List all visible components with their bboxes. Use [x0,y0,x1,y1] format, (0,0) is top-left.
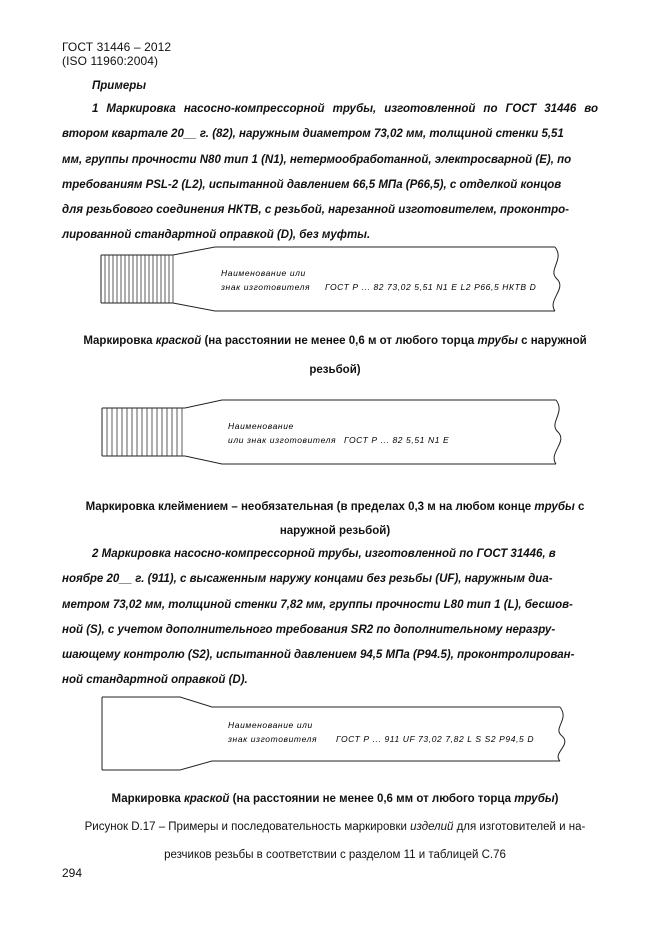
caption-1 [40,328,630,354]
example-2-line: ноябре 20__ г. (911), с высаженным наружу концами без резьбы (UF), наружным диа- [62,573,553,586]
figure-caption-text: для изготовителей и на- [453,821,586,833]
example-2-line: метром 73,02 мм, толщиной стенки 7,82 мм, группы прочности L80 тип 1 (L), бесшов- [62,598,573,611]
caption-3-italic: краской [183,793,230,805]
caption-2-italic: трубы [534,501,575,513]
example-1-text [62,97,598,249]
example-2-line: ной стандартной оправкой (D). [62,674,248,687]
caption-1-italic: краской [155,335,202,347]
pipe-1-label-line-1: Наименование или [221,268,306,278]
figure-caption-italic: изделий [410,821,454,833]
caption-2-text: Маркировка клеймением – необязательная (в пределах 0,3 м на любом конце [85,501,535,513]
pipe-drawing-1 [95,245,575,315]
figure-caption-text: Рисунок D.17 – Примеры и последовательность маркировки [84,821,411,833]
standard-number: ГОСТ 31446 – 2012 [62,40,172,54]
example-2-line: 2 Маркировка насосно-компрессорной трубы, изготовленной по ГОСТ 31446, в [92,548,556,560]
pipe-1-marking: ГОСТ Р ... 82 73,02 5,51 N1 E L2 P66,5 НКТВ D [325,282,537,292]
caption-3 [40,786,630,812]
caption-3-text: (на расстоянии не менее 0,6 мм от любого торца [229,793,515,805]
example-1-line: для резьбового соединения НКТВ, с резьбой, нарезанной изготовителем, проконтро- [62,204,569,217]
pipe-2-label-line-1: Наименование [228,421,294,431]
example-1-line: втором квартале 20__ г. (82), наружным диаметром 73,02 мм, толщиной стенки 5,51 [62,128,564,141]
caption-1-text: Маркировка [83,335,156,347]
example-2-line: шающему контролю (S2), испытанной давлением 94,5 МПа (P94.5), проконтролирован- [62,649,575,662]
examples-heading: Примеры [92,80,147,92]
pipe-1-label-line-2: знак изготовителя [221,282,311,292]
caption-2-line-2: наружной резьбой) [279,525,391,537]
pipe-3-marking: ГОСТ Р ... 911 UF 73,02 7,82 L S S2 P94,5 D [336,734,535,744]
pipe-2-marking: ГОСТ Р ... 82 5,51 N1 E [344,435,450,445]
pipe-drawing-2 [100,398,575,468]
caption-2-text: с [574,501,585,513]
pipe-3-label-line-2: знак изготовителя [228,734,318,744]
caption-3-italic: трубы [514,793,555,805]
caption-1-text: (на расстоянии не менее 0,6 м от любого торца [201,335,478,347]
caption-2 [40,494,630,520]
caption-1-italic: трубы [477,335,518,347]
iso-reference: (ISO 11960:2004) [62,54,159,68]
example-1-line: мм, группы прочности N80 тип 1 (N1), нетермообработанной, электросварной (E), по [62,153,572,166]
example-1-line: 1 Маркировка насосно-компрессорной трубы, изготовленной по ГОСТ 31446 во [92,103,598,115]
example-2-line: ной (S), с учетом дополнительного требования SR2 по дополнительному неразру- [62,623,556,636]
example-1-line: требованиям PSL-2 (L2), испытанной давлением 66,5 МПа (P66,5), с отделкой концов [62,178,562,191]
figure-caption-line-2: резчиков резьбы в соответствии с разделом 11 и таблицей C.76 [164,849,506,861]
caption-3-text: Маркировка [111,793,184,805]
example-1-line: лированной стандартной оправкой (D), без муфты. [62,229,371,242]
caption-1-text: с наружной [517,335,587,347]
page-number: 294 [62,866,83,880]
caption-1-line-2: резьбой) [309,364,361,376]
pipe-drawing-3 [100,695,575,775]
pipe-2-label-line-2: или знак изготовителя [228,435,337,445]
caption-3-text: ) [554,793,559,805]
pipe-3-label-line-1: Наименование или [228,720,313,730]
example-2-text [62,542,598,694]
figure-caption [40,815,630,840]
